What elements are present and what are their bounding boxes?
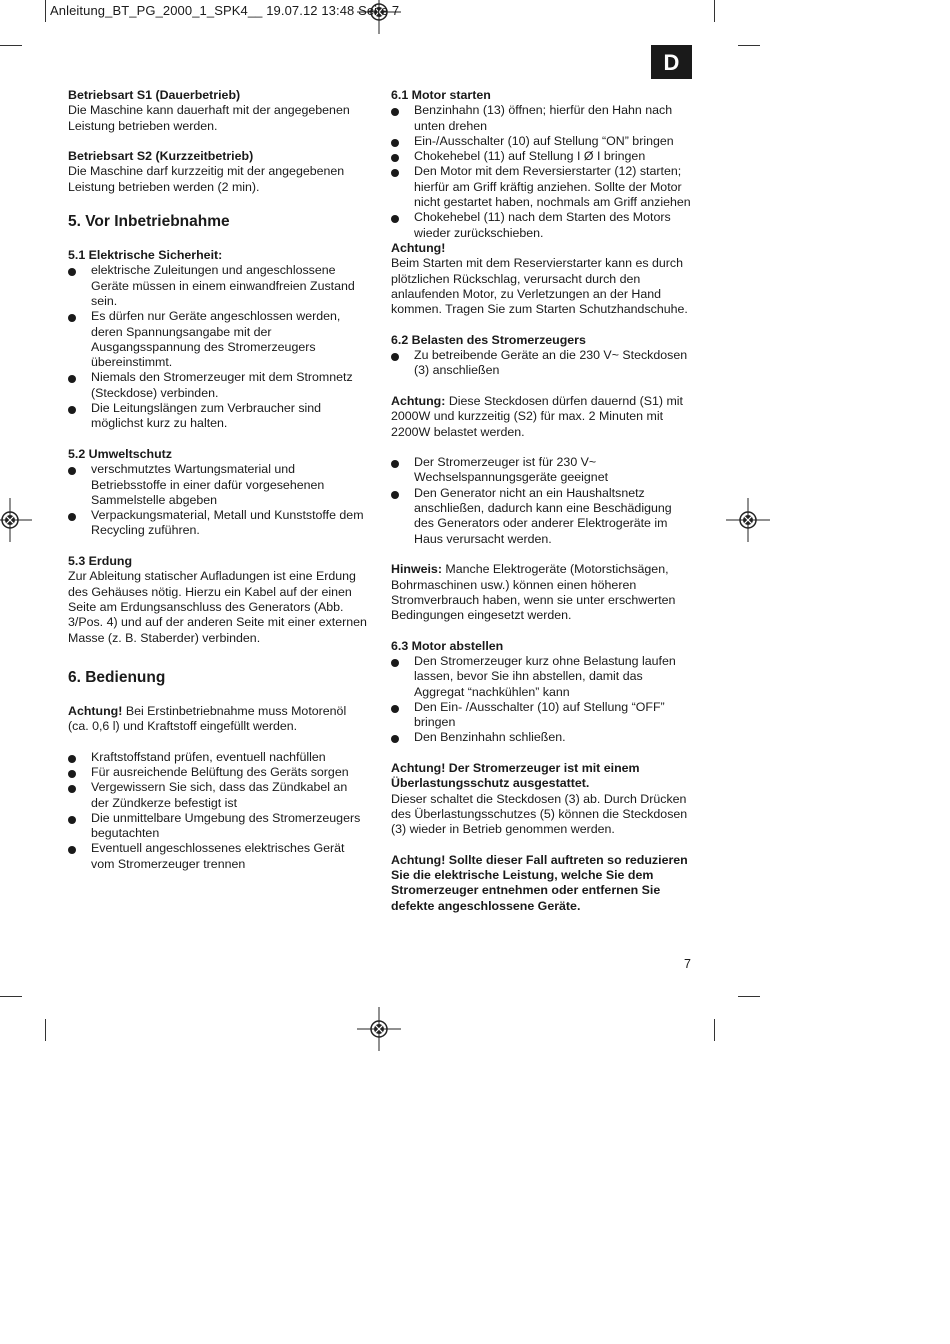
list-item: Niemals den Stromerzeuger mit dem Stromnetz (Steckdose) verbinden. [68, 370, 368, 401]
s61-warning-label: Achtung! [391, 240, 446, 255]
section5-title: 5. Vor Inbetriebnahme [68, 213, 230, 231]
list-item: Für ausreichende Belüftung des Geräts sorgen [68, 765, 368, 780]
left-column [68, 88, 368, 872]
crop-mark [45, 0, 46, 22]
s2-heading: Betriebsart S2 (Kurzzeitbetrieb) [68, 149, 254, 164]
list-item: Verpackungsmaterial, Metall und Kunststoffe dem Recycling zuführen. [68, 508, 368, 539]
crop-mark [45, 1019, 46, 1041]
list-item: Den Motor mit dem Reversierstarter (12) starten; hierfür am Griff kräftig anziehen. Sollte der Motor nicht gestartet haben, nochmals am Griff anziehen [391, 164, 693, 210]
s52-heading: 5.2 Umweltschutz [68, 446, 172, 461]
list-item: elektrische Zuleitungen und angeschlossene Geräte müssen in einem einwandfreien Zustand sein. [68, 263, 368, 309]
s51-list [68, 263, 368, 431]
overload-heading: Achtung! Der Stromerzeuger ist mit einem Überlastungsschutz ausgestattet. [391, 761, 640, 791]
crop-mark [738, 45, 760, 46]
list-item: Der Stromerzeuger ist für 230 V~ Wechselspannungsgeräte geeignet [391, 455, 693, 486]
registration-mark-icon [357, 1007, 401, 1051]
list-item: Den Stromerzeuger kurz ohne Belastung laufen lassen, bevor Sie ihn abstellen, damit das Aggregat “nachkühlen” kann [391, 654, 693, 700]
list-item: verschmutztes Wartungsmaterial und Betriebsstoffe in einer dafür vorgesehenen Sammelstelle abgeben [68, 462, 368, 508]
s52-list [68, 462, 368, 538]
list-item: Ein-/Ausschalter (10) auf Stellung “ON” bringen [391, 134, 693, 149]
s2-text: Die Maschine darf kurzzeitig mit der angegebenen Leistung betrieben werden (2 min). [68, 164, 345, 194]
list-item: Die Leitungslängen zum Verbraucher sind möglichst kurz zu halten. [68, 401, 368, 432]
s6-list [68, 750, 368, 872]
list-item: Vergewissern Sie sich, dass das Zündkabel an der Zündkerze befestigt ist [68, 780, 368, 811]
list-item: Den Generator nicht an ein Haushaltsnetz anschließen, dadurch kann eine Beschädigung des Generators oder anderer Elektrogeräte im Haus verursacht werden. [391, 486, 693, 547]
s1-heading: Betriebsart S1 (Dauerbetrieb) [68, 88, 241, 102]
warning-text: Diese Steckdosen dürfen dauernd (S1) mit 2000W und kurzzeitig (S2) für max. 2 Minuten mit 2200W belastet werden. [391, 393, 683, 439]
list-item: Chokehebel (11) nach dem Starten des Motors wieder zurückschieben. [391, 210, 693, 241]
crop-mark [714, 0, 715, 22]
crop-mark [0, 996, 22, 997]
hint-label: Hinweis: [391, 562, 442, 577]
slug-line: Anleitung_BT_PG_2000_1_SPK4__ 19.07.12 13:48 Seite 7 [50, 3, 400, 18]
list-item: Benzinhahn (13) öffnen; hierfür den Hahn nach unten drehen [391, 103, 693, 134]
list-item: Chokehebel (11) auf Stellung I Ø I bringen [391, 149, 693, 164]
s6-warning [68, 704, 368, 735]
s61-heading: 6.1 Motor starten [391, 88, 491, 102]
s61-warning-text: Beim Starten mit dem Reservierstarter kann es durch plötzlichen Rückschlag, verursacht durch den anlaufenden Motor, zu Verletzungen an der Hand kommen. Tragen Sie zum Starten Schutzhandschuhe. [391, 256, 688, 317]
list-item: Kraftstoffstand prüfen, eventuell nachfüllen [68, 750, 368, 765]
list-item: Zu betreibende Geräte an die 230 V~ Steckdosen (3) anschließen [391, 348, 693, 379]
crop-mark [0, 45, 22, 46]
s62-heading: 6.2 Belasten des Stromerzeugers [391, 332, 586, 347]
s51-heading: 5.1 Elektrische Sicherheit: [68, 248, 223, 263]
s62-list [391, 348, 693, 379]
warning-label: Achtung: [391, 393, 446, 408]
section6-title: 6. Bedienung [68, 668, 166, 686]
list-item: Es dürfen nur Geräte angeschlossen werden, deren Spannungsangabe mit der Ausgangsspannung des Stromerzeugers übereinstimmt. [68, 309, 368, 370]
list-item: Eventuell angeschlossenes elektrisches Gerät vom Stromerzeuger trennen [68, 841, 368, 872]
list-item: Den Ein- /Ausschalter (10) auf Stellung “OFF” bringen [391, 700, 693, 731]
hint-text: Manche Elektrogeräte (Motorstichsägen, Bohrmaschinen usw.) können einen höheren Stromverbrauch haben, wenn sie unter erschwerten Bedingungen eingesetzt werden. [391, 562, 676, 623]
s63-heading: 6.3 Motor abstellen [391, 638, 504, 653]
final-warning: Achtung! Sollte dieser Fall auftreten so reduzieren Sie die elektrische Leistung, welche Sie dem Stromerzeuger entnehmen oder entfernen Sie defekte angeschlossene Geräte. [391, 852, 688, 913]
warning-text: Bei Erstinbetriebnahme muss Motorenöl (ca. 0,6 l) und Kraftstoff eingefüllt werden. [68, 703, 347, 734]
language-tab: D [651, 45, 692, 79]
registration-mark-icon [0, 498, 32, 542]
s63-list [391, 654, 693, 746]
s62-warning [391, 394, 693, 440]
overload-text: Dieser schaltet die Steckdosen (3) ab. Durch Drücken des Überlastungsschutzes (5) können die Steckdosen (3) wieder in Betrieb genommen werden. [391, 791, 688, 837]
crop-mark [714, 1019, 715, 1041]
registration-mark-icon [726, 498, 770, 542]
s62-list-2 [391, 455, 693, 547]
list-item: Die unmittelbare Umgebung des Stromerzeugers begutachten [68, 811, 368, 842]
s53-heading: 5.3 Erdung [68, 554, 133, 569]
s53-text: Zur Ableitung statischer Aufladungen ist eine Erdung des Gehäuses nötig. Hierzu ein Kabel auf der einen Seite am Erdungsanschluss des Generators (Abb. 3/Pos. 4) und auf der anderen Seite mit einer externen Masse (z. B. Staberder) verbinden. [68, 569, 367, 645]
page-number: 7 [684, 957, 691, 971]
s1-text: Die Maschine kann dauerhaft mit der angegebenen Leistung betrieben werden. [68, 103, 350, 133]
s61-list [391, 103, 693, 241]
warning-label: Achtung! [68, 703, 123, 718]
hint [391, 562, 693, 623]
crop-mark [738, 996, 760, 997]
right-column [391, 88, 693, 914]
list-item: Den Benzinhahn schließen. [391, 730, 693, 745]
